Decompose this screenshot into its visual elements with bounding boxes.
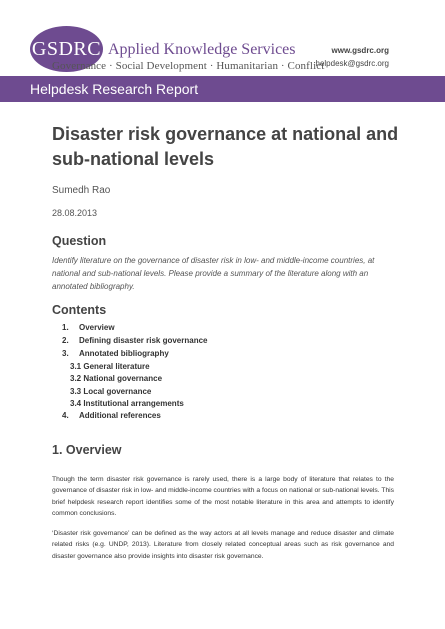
page-header — [0, 0, 445, 74]
toc-label: Annotated bibliography — [79, 349, 169, 358]
contents-heading: Contents — [52, 303, 107, 317]
toc-label: 3.4 Institutional arrangements — [70, 399, 184, 408]
toc-item-institutional[interactable] — [70, 399, 184, 411]
toc-label: 3.1 General literature — [70, 362, 150, 371]
org-name: Applied Knowledge Services — [108, 41, 296, 58]
logo-text: GSDRC — [31, 38, 102, 60]
toc-item-local[interactable] — [70, 387, 151, 399]
overview-heading: 1. Overview — [52, 443, 122, 457]
toc-number: 4. — [62, 411, 69, 420]
question-body: Identify literature on the governance of disaster risk in low- and middle-income countries, at national and sub-national levels. Please provide a summary of the literature along with an annotated bibliography. — [52, 256, 375, 291]
tagline: Governance · Social Development · Humanitarian · Conflict — [52, 60, 325, 72]
report-title-line2: sub-national levels — [52, 149, 215, 169]
website-link[interactable]: www.gsdrc.org — [331, 46, 389, 55]
toc-label: Additional references — [79, 411, 161, 420]
report-date: 28.08.2013 — [52, 208, 98, 218]
report-type-label: Helpdesk Research Report — [30, 81, 199, 97]
toc-item-general[interactable] — [70, 362, 150, 374]
toc-label: 3.3 Local governance — [70, 387, 152, 396]
author: Sumedh Rao — [52, 185, 111, 196]
toc-item-overview[interactable] — [62, 323, 115, 335]
overview-paragraph-1: Though the term disaster risk governance is rarely used, there is a large body of literature that relates to the governance of disaster risk in low- and middle-income countries with a focus on national or sub-national levels. This brief helpdesk research report identifies some of the most notable literature in this area and attempts to identify common conclusions. — [52, 476, 394, 517]
toc-label: 3.2 National governance — [70, 374, 163, 383]
toc-label: Defining disaster risk governance — [79, 336, 208, 345]
toc-number: 1. — [62, 323, 69, 332]
overview-paragraph-2: ‘Disaster risk governance’ can be defined as the way actors at all levels manage and reduce disaster and climate related risks (e.g. UNDP, 2013). Literature from closely related conceptual areas such as risk governance and disaster governance also provide insights into disaster risk governance. — [52, 530, 394, 560]
toc-label: Overview — [79, 323, 115, 332]
report-title-line1: Disaster risk governance at national and — [52, 124, 399, 144]
email-link[interactable]: helpdesk@gsdrc.org — [315, 59, 389, 68]
toc-number: 3. — [62, 349, 69, 358]
toc-item-bibliography[interactable] — [62, 349, 169, 361]
report-title — [52, 122, 412, 172]
toc-item-defining[interactable] — [62, 336, 208, 348]
question-heading: Question — [52, 234, 107, 248]
toc-item-national[interactable] — [70, 374, 162, 386]
report-type-band — [0, 76, 445, 102]
toc-item-additional[interactable] — [62, 411, 161, 423]
toc-number: 2. — [62, 336, 69, 345]
